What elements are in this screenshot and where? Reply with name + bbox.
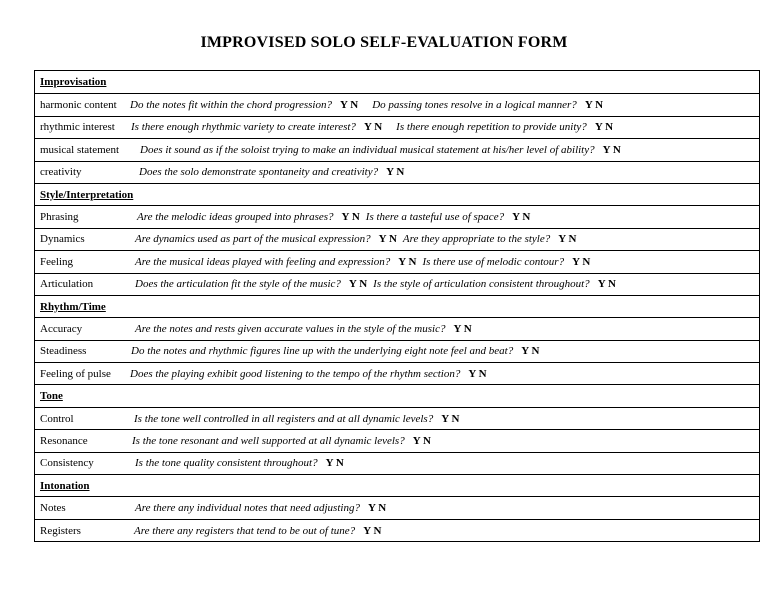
yes-no-answer[interactable]: Y N — [558, 233, 577, 246]
criterion-row-phrasing — [35, 205, 759, 227]
question-1: Do the notes and rhythmic figures line up with the underlying eight note feel and beat? — [131, 345, 514, 358]
criterion-label: musical statement — [40, 143, 120, 156]
yes-no-answer[interactable]: Y N — [468, 367, 487, 380]
criterion-label: Phrasing — [40, 211, 79, 224]
section-header-rhythm-time — [35, 295, 759, 317]
yes-no-answer[interactable]: Y N — [597, 278, 616, 291]
criterion-label: Dynamics — [40, 233, 85, 246]
criterion-row-steadiness — [35, 340, 759, 362]
question-1: Does the articulation fit the style of the music? — [135, 278, 341, 291]
question-1: Is the tone well controlled in all registers and at all dynamic levels? — [134, 412, 434, 425]
criterion-label: rhythmic interest — [40, 121, 115, 134]
yes-no-answer[interactable]: Y N — [441, 412, 460, 425]
section-header-style-interpretation — [35, 183, 759, 205]
criterion-label: Notes — [40, 502, 66, 515]
criterion-label: Consistency — [40, 457, 94, 470]
section-heading: Improvisation — [40, 76, 107, 89]
criterion-row-resonance — [35, 429, 759, 451]
criterion-row-feeling-of-pulse — [35, 362, 759, 384]
yes-no-answer[interactable]: Y N — [363, 121, 383, 134]
criterion-row-articulation — [35, 273, 759, 295]
section-header-tone — [35, 384, 759, 406]
yes-no-answer[interactable]: Y N — [339, 99, 359, 112]
criterion-row-dynamics — [35, 228, 759, 250]
yes-no-answer[interactable]: Y N — [453, 322, 472, 335]
question-1: Do the notes fit within the chord progression? — [130, 99, 332, 112]
question-1: Are the melodic ideas grouped into phrases? — [137, 211, 334, 224]
criterion-label: harmonic content — [40, 99, 117, 112]
question-2: Is there use of melodic contour? — [422, 255, 565, 268]
yes-no-answer[interactable]: Y N — [398, 255, 417, 268]
question-1: Are the musical ideas played with feeling and expression? — [135, 255, 391, 268]
question-2: Are they appropriate to the style? — [402, 233, 551, 246]
yes-no-answer[interactable]: Y N — [367, 502, 387, 515]
form-title: IMPROVISED SOLO SELF-EVALUATION FORM — [200, 34, 568, 51]
question-2: Is there a tasteful use of space? — [365, 211, 505, 224]
criterion-label: creativity — [40, 166, 82, 179]
yes-no-answer[interactable]: Y N — [412, 434, 431, 447]
section-heading: Tone — [40, 390, 63, 403]
evaluation-form — [34, 70, 760, 542]
question-1: Does it sound as if the soloist trying to make an individual musical statement at his/her level of ability? — [140, 143, 595, 156]
criterion-label: Control — [40, 412, 74, 425]
criterion-row-notes — [35, 496, 759, 518]
criterion-row-musical-statement — [35, 138, 759, 160]
criterion-label: Resonance — [40, 434, 88, 447]
yes-no-answer[interactable]: Y N — [348, 278, 368, 291]
question-1: Are there any registers that tend to be out of tune? — [134, 524, 356, 537]
criterion-row-harmonic-content — [35, 93, 759, 115]
section-header-intonation — [35, 474, 759, 496]
yes-no-answer[interactable]: Y N — [378, 233, 397, 246]
question-2: Is the style of articulation consistent throughout? — [373, 278, 590, 291]
question-1: Is the tone quality consistent throughout? — [135, 457, 318, 470]
question-1: Does the solo demonstrate spontaneity and creativity? — [139, 166, 379, 179]
question-2: Is there enough repetition to provide unity? — [396, 121, 587, 134]
yes-no-answer[interactable]: Y N — [325, 457, 344, 470]
criterion-row-consistency — [35, 452, 759, 474]
section-heading: Rhythm/Time — [40, 300, 106, 313]
section-heading: Intonation — [40, 479, 90, 492]
yes-no-answer[interactable]: Y N — [594, 121, 614, 134]
criterion-label: Feeling of pulse — [40, 367, 111, 380]
criterion-label: Registers — [40, 524, 81, 537]
question-1: Is the tone resonant and well supported at all dynamic levels? — [132, 434, 405, 447]
yes-no-answer[interactable]: Y N — [512, 211, 531, 224]
question-1: Are the notes and rests given accurate values in the style of the music? — [135, 322, 446, 335]
criterion-row-accuracy — [35, 317, 759, 339]
question-1: Does the playing exhibit good listening to the tempo of the rhythm section? — [130, 367, 461, 380]
yes-no-answer[interactable]: Y N — [572, 255, 591, 268]
criterion-row-registers — [35, 519, 759, 541]
criterion-label: Articulation — [40, 278, 94, 291]
section-header-improvisation — [35, 71, 759, 93]
question-1: Are there any individual notes that need adjusting? — [135, 502, 360, 515]
criterion-row-creativity — [35, 161, 759, 183]
criterion-row-feeling — [35, 250, 759, 272]
yes-no-answer[interactable]: Y N — [341, 211, 360, 224]
criterion-label: Feeling — [40, 255, 73, 268]
question-1: Is there enough rhythmic variety to create interest? — [131, 121, 356, 134]
criterion-label: Steadiness — [40, 345, 87, 358]
criterion-label: Accuracy — [40, 322, 83, 335]
section-heading: Style/Interpretation — [40, 188, 134, 201]
yes-no-answer[interactable]: Y N — [584, 99, 604, 112]
yes-no-answer[interactable]: Y N — [521, 345, 540, 358]
yes-no-answer[interactable]: Y N — [363, 524, 382, 537]
criterion-row-rhythmic-interest — [35, 116, 759, 138]
yes-no-answer[interactable]: Y N — [602, 143, 621, 156]
question-2: Do passing tones resolve in a logical manner? — [372, 99, 577, 112]
question-1: Are dynamics used as part of the musical expression? — [135, 233, 371, 246]
criterion-row-control — [35, 407, 759, 429]
yes-no-answer[interactable]: Y N — [386, 166, 405, 179]
